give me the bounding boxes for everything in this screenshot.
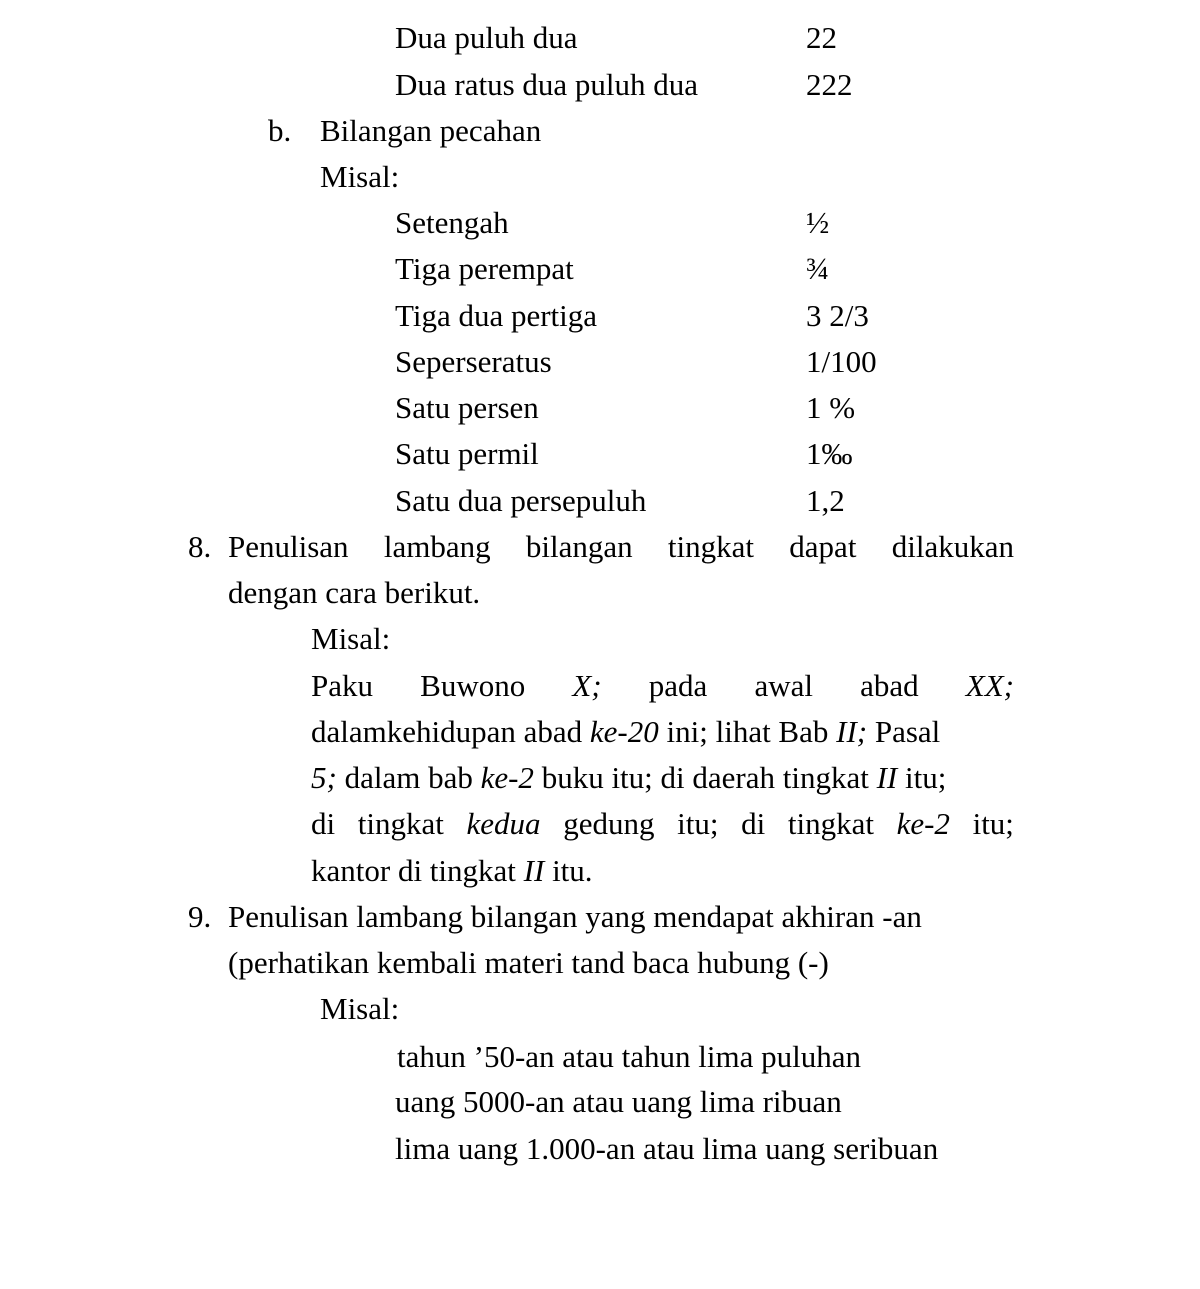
example-number: 3 2/3: [806, 298, 869, 333]
word: dapat: [789, 529, 857, 564]
word: Paku: [311, 668, 373, 703]
example-words: Satu dua persepuluh: [395, 483, 647, 518]
word: bilangan: [525, 529, 633, 564]
example-number: 1 %: [806, 390, 856, 425]
word: Penulisan: [228, 529, 349, 564]
example-number: ½: [806, 205, 830, 240]
example-line: uang 5000-an atau uang lima ribuan: [395, 1084, 842, 1119]
example-words: Satu persen: [395, 390, 539, 425]
word: pada: [648, 668, 708, 703]
word: lambang: [383, 529, 491, 564]
word: abad: [860, 668, 919, 703]
word: tingkat: [787, 806, 874, 841]
example-words: Dua ratus dua puluh dua: [395, 67, 699, 102]
example-number: ¾: [806, 251, 830, 286]
word-italic: XX;: [965, 668, 1014, 703]
word: tingkat: [357, 806, 444, 841]
example-words: Seperseratus: [395, 344, 552, 379]
example-number: 1‰: [806, 436, 853, 471]
word: dilakukan: [891, 529, 1014, 564]
list-marker: b.: [268, 113, 292, 148]
example-number: 222: [806, 67, 853, 102]
paragraph-line: dengan cara berikut.: [228, 575, 481, 610]
paragraph-line: [228, 531, 1014, 562]
word: itu;: [677, 806, 719, 841]
paragraph-line: [311, 808, 1014, 839]
example-words: Tiga perempat: [395, 251, 574, 286]
list-marker: 8.: [188, 529, 212, 564]
paragraph-line: (perhatikan kembali materi tand baca hubung (-): [228, 945, 829, 980]
paragraph-line: Penulisan lambang bilangan yang mendapat akhiran -an: [228, 899, 922, 934]
example-label: Misal:: [311, 621, 391, 656]
paragraph-line: [311, 670, 1014, 701]
example-number: 1/100: [806, 344, 877, 379]
word: gedung: [563, 806, 655, 841]
example-label: Misal:: [320, 159, 400, 194]
word: itu;: [972, 806, 1014, 841]
example-label: Misal:: [320, 991, 400, 1026]
example-line: lima uang 1.000-an atau lima uang seribuan: [395, 1131, 939, 1166]
section-title: Bilangan pecahan: [320, 113, 542, 148]
word: di: [311, 806, 336, 841]
list-marker: 9.: [188, 899, 212, 934]
example-number: 22: [806, 20, 837, 55]
example-words: Tiga dua pertiga: [395, 298, 598, 333]
word: awal: [754, 668, 813, 703]
word-italic: X;: [572, 668, 602, 703]
example-words: Setengah: [395, 205, 509, 240]
example-line: tahun ’50-an atau tahun lima puluhan: [397, 1039, 862, 1074]
example-words: Dua puluh dua: [395, 20, 578, 55]
example-number: 1,2: [806, 483, 845, 518]
paragraph-line: dalamkehidupan abad ke-20 ini; lihat Bab II; Pasal: [311, 714, 941, 749]
word: di: [741, 806, 766, 841]
paragraph-line: 5; dalam bab ke-2 buku itu; di daerah tingkat II itu;: [311, 760, 947, 795]
word: Buwono: [420, 668, 526, 703]
word: tingkat: [667, 529, 755, 564]
word-italic: kedua: [466, 806, 541, 841]
example-words: Satu permil: [395, 436, 539, 471]
paragraph-line: kantor di tingkat II itu.: [311, 853, 593, 888]
word-italic: ke-2: [896, 806, 950, 841]
